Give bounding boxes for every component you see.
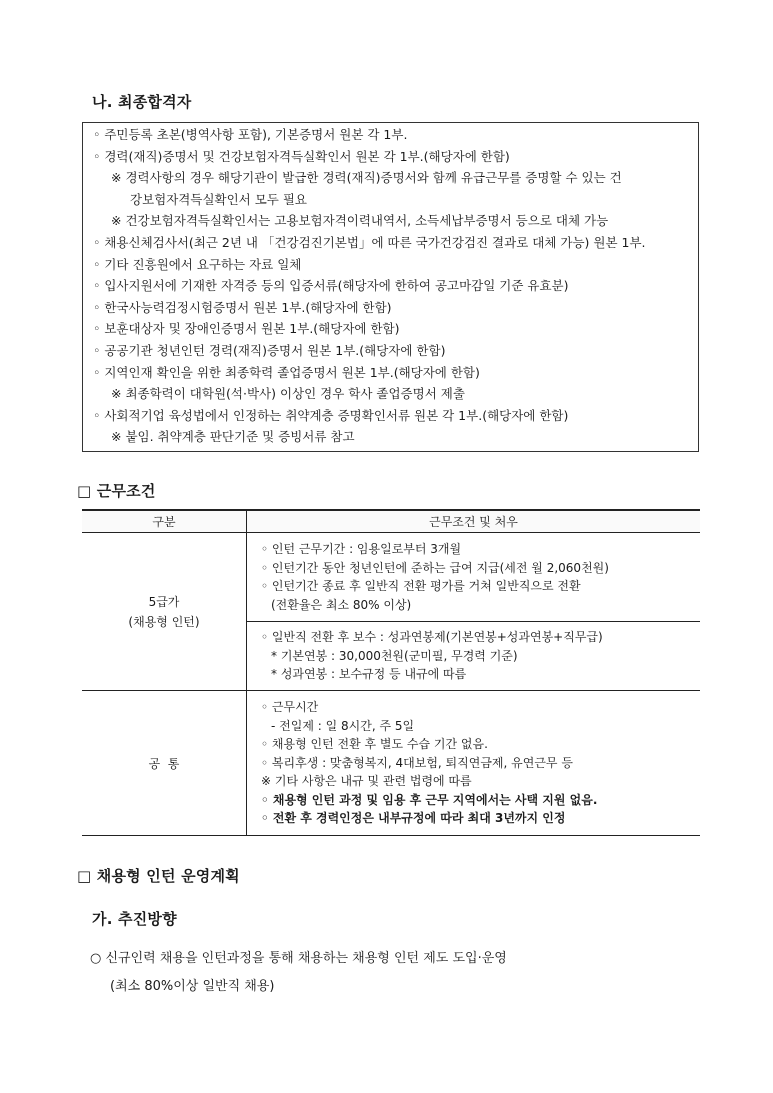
note-continuation: 강보험자격득실확인서 모두 필요 xyxy=(130,191,307,207)
condition-line: ◦ 일반직 전환 후 보수 : 성과연봉제(기본연봉+성과연봉+직무급) xyxy=(261,630,603,645)
note-item: ※ 건강보험자격득실확인서는 고용보험자격이력내역서, 소득세납부증명서 등으로 대체 가능 xyxy=(111,213,609,229)
note-item: ※ 경력사항의 경우 해당기관이 발급한 경력(재직)증명서와 함께 유급근무를 증명할 수 있는 건 xyxy=(111,170,622,186)
common-label-cell: 공 통 xyxy=(82,691,247,836)
list-item: ◦ 경력(재직)증명서 및 건강보험자격득실확인서 원본 각 1부.(해당자에 한함) xyxy=(93,148,510,164)
condition-line: * 성과연봉 : 보수규정 등 내규에 따름 xyxy=(271,667,467,682)
section-title-direction: 가. 추진방향 xyxy=(92,910,177,928)
common-conditions-cell xyxy=(247,691,701,836)
condition-line: ◦ 인턴 근무기간 : 임용일로부터 3개월 xyxy=(261,542,462,556)
section-title-work-conditions: □ 근무조건 xyxy=(77,482,156,500)
note-item: ※ 최종학력이 대학원(석·박사) 이상인 경우 학사 졸업증명서 제출 xyxy=(111,386,465,402)
condition-line: ◦ 복리후생 : 맞춤형복지, 4대보험, 퇴직연금제, 유연근무 등 xyxy=(261,755,573,770)
condition-line: ◦ 인턴기간 종료 후 일반직 전환 평가를 거쳐 일반직으로 전환 xyxy=(261,579,581,593)
grade-sublabel: (채용형 인턴) xyxy=(128,614,200,629)
table-header-row xyxy=(82,510,700,533)
list-item: ◦ 지역인재 확인을 위한 최종학력 졸업증명서 원본 1부.(해당자에 한함) xyxy=(93,364,480,380)
condition-line: ◦ 근무시간 xyxy=(261,700,319,715)
note-item: ※ 붙임. 취약계층 판단기준 및 증빙서류 참고 xyxy=(111,429,355,445)
direction-line: (최소 80%이상 일반직 채용) xyxy=(110,979,275,994)
section-title-intern-plan: □ 채용형 인턴 운영계획 xyxy=(77,867,240,885)
list-item: ◦ 주민등록 초본(병역사항 포함), 기본증명서 원본 각 1부. xyxy=(93,127,408,142)
condition-line: * 기본연봉 : 30,000천원(군미필, 무경력 기준) xyxy=(271,648,518,663)
list-item: ◦ 기타 진흥원에서 요구하는 자료 일체 xyxy=(93,256,302,272)
list-item: ◦ 채용신체검사서(최근 2년 내 「건강검진기본법」에 따른 국가건강검진 결과로 대체 가능) 원본 1부. xyxy=(93,234,646,250)
list-item: ◦ 보훈대상자 및 장애인증명서 원본 1부.(해당자에 한함) xyxy=(93,321,400,337)
column-header-conditions: 근무조건 및 처우 xyxy=(247,510,701,533)
condition-line-emphasis: ◦ 채용형 인턴 과정 및 임용 후 근무 지역에서는 사택 지원 없음. xyxy=(261,792,598,807)
condition-line-emphasis: ◦ 전환 후 경력인정은 내부규정에 따라 최대 3년까지 인정 xyxy=(261,811,566,826)
list-item: ◦ 한국사능력검정시험증명서 원본 1부.(해당자에 한함) xyxy=(93,299,392,315)
condition-line: - 전일제 : 일 8시간, 주 5일 xyxy=(271,718,415,733)
condition-line: ◦ 인턴기간 동안 청년인턴에 준하는 급여 지급(세전 월 2,060천원) xyxy=(261,560,609,575)
condition-line: ※ 기타 사항은 내규 및 관련 법령에 따름 xyxy=(261,774,472,789)
list-item: ◦ 공공기관 청년인턴 경력(재직)증명서 원본 1부.(해당자에 한함) xyxy=(93,342,446,358)
grade-cell xyxy=(82,533,247,691)
section-title-final-passers: 나. 최종합격자 xyxy=(92,93,192,111)
condition-line: ◦ 채용형 인턴 전환 후 별도 수습 기간 없음. xyxy=(261,737,488,752)
table-row xyxy=(82,533,700,622)
intern-conditions-cell xyxy=(247,533,701,622)
list-item: ◦ 입사지원서에 기재한 자격증 등의 입증서류(해당자에 한하여 공고마감일 기준 유효분) xyxy=(93,278,569,294)
condition-line: (전환율은 최소 80% 이상) xyxy=(271,597,412,612)
direction-line: ○ 신규인력 채용을 인턴과정을 통해 채용하는 채용형 인턴 제도 도입·운영 xyxy=(90,951,507,966)
salary-conditions-cell xyxy=(247,622,701,691)
grade-label: 5급가 xyxy=(148,594,180,609)
required-documents-box xyxy=(82,122,699,452)
column-header-category: 구분 xyxy=(82,510,247,533)
list-item: ◦ 사회적기업 육성법에서 인정하는 취약계층 증명확인서류 원본 각 1부.(해당자에 한함) xyxy=(93,407,569,423)
work-conditions-table xyxy=(82,509,700,836)
table-row xyxy=(82,691,700,836)
